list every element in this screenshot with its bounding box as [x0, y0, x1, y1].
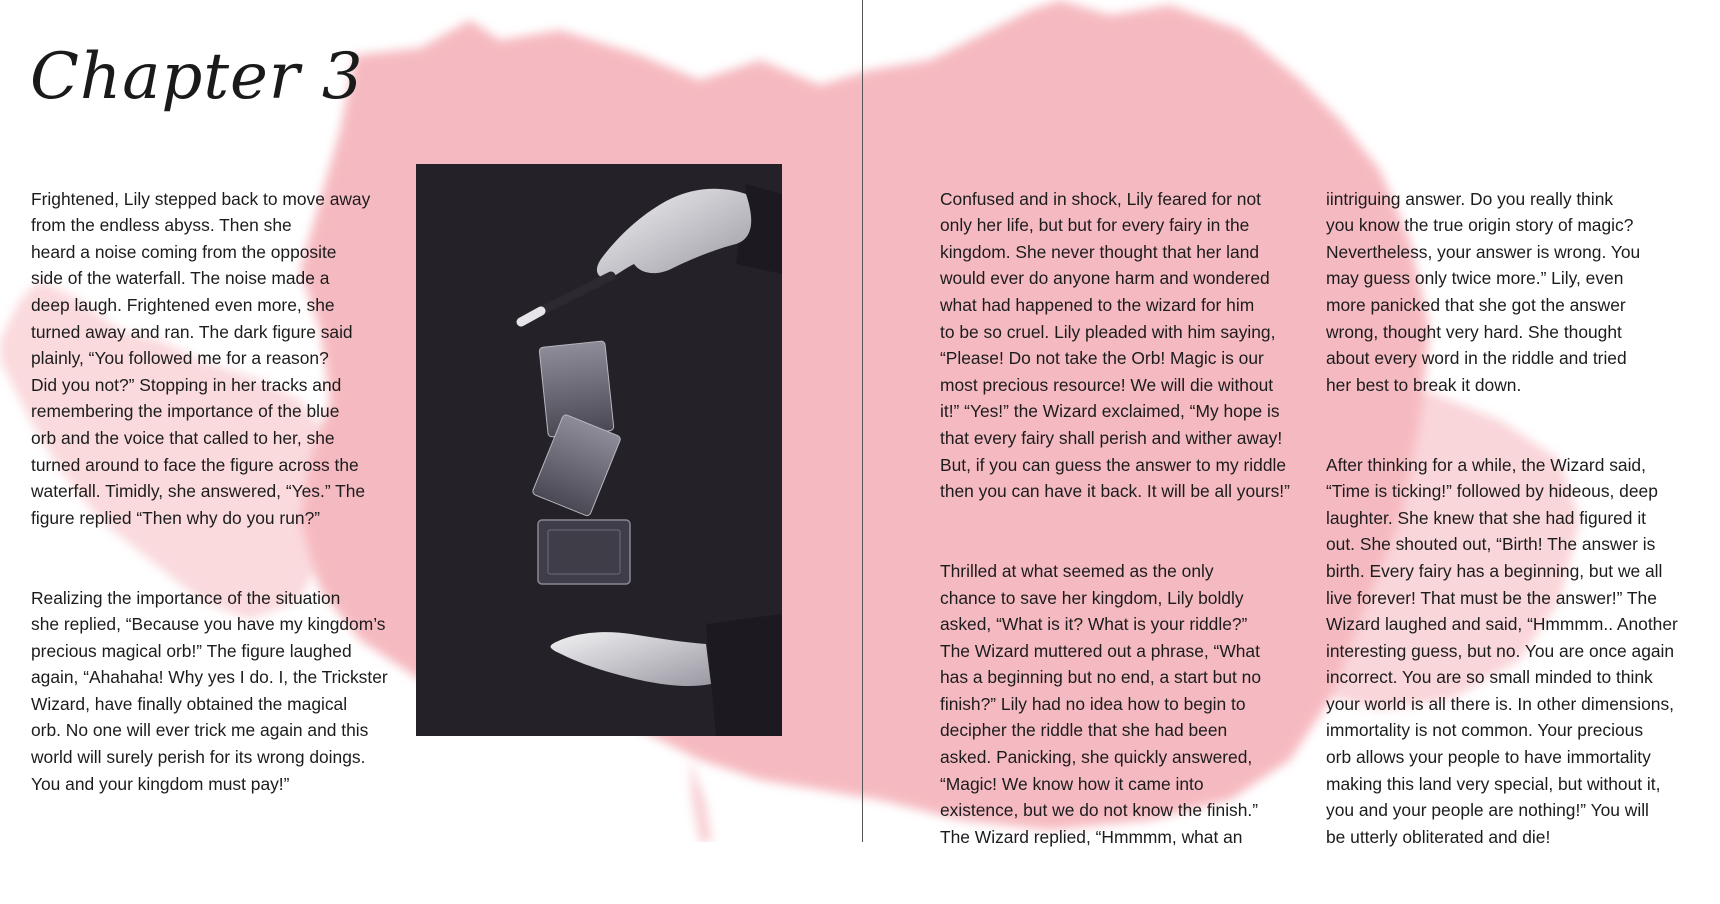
lower-sleeve-shape: [706, 614, 782, 736]
magician-cards-photo: [416, 164, 782, 736]
page-gutter-divider: [862, 0, 863, 842]
right-col2-paragraph-2: After thinking for a while, the Wizard said, “Time is ticking!” followed by hideous, deep laughter. She knew that she had figured it out. She shouted out, “Birth! The answer is birth. Every fairy has a beginning, but we all live forever! That must be the answer!” The Wizard laughed and said, “Hmmmm.. Another interesting guess, but no. You are once again incorrect. You are so small minded to think your world is all there is. In other dimensions, immortality is not common. Your precious orb allows your people to have immortality making this land very special, but without it, you and your people are nothing!” You will be utterly obliterated and die!: [1326, 454, 1678, 847]
chapter-title: Chapter 3: [30, 40, 364, 114]
magic-wand-shape: [521, 276, 611, 322]
right-col2-paragraph-1: iintriguing answer. Do you really think you know the true origin story of magic? Nevertheless, your answer is wrong. You may guess only twice more.” Lily, even more panicked that she got the answer wrong, thought very hard. She thought about every word in the riddle and tried her best to break it down.: [1326, 188, 1641, 395]
right-page-text-column-1: [940, 159, 1315, 904]
lower-gloved-hand-shape: [551, 632, 711, 686]
right-page-text-column-2: [1326, 159, 1696, 904]
floating-card-3: [538, 520, 630, 584]
upper-gloved-hand-shape: [597, 189, 751, 278]
right-col1-paragraph-2: Thrilled at what seemed as the only chance to save her kingdom, Lily boldly asked, “What is it? What is your riddle?” The Wizard muttered out a phrase, “What has a beginning but no end, a start but no finish?” Lily had no idea how to begin to decipher the riddle that she had been asked. Panicking, she quickly answered, “Magic! We know how it came into existence, but we do not know the finish.” The Wizard replied, “Hmmmm, what an: [940, 560, 1262, 847]
left-paragraph-1: Frightened, Lily stepped back to move away from the endless abyss. Then she heard a noise coming from the opposite side of the waterfall. The noise made a deep laugh. Frightened even more, she turned away and ran. The dark figure said plainly, “You followed me for a reason? Did you not?” Stopping in her tracks and remembering the importance of the blue orb and the voice that called to her, she turned around to face the figure across the waterfall. Timidly, she answered, “Yes.” The figure replied “Then why do you run?”: [31, 188, 371, 528]
left-paragraph-2: Realizing the importance of the situation she replied, “Because you have my kingdom’s precious magical orb!” The figure laughed again, “Ahahaha! Why yes I do. I, the Trickster Wizard, have finally obtained the magical orb. No one will ever trick me again and this world will surely perish for its wrong doings. You and your kingdom must pay!”: [31, 587, 388, 794]
right-col1-paragraph-1: Confused and in shock, Lily feared for not only her life, but but for every fairy in the kingdom. She never thought that her land would ever do anyone harm and wondered what had happened to the wizard for him to be so cruel. Lily pleaded with him saying, “Please! Do not take the Orb! Magic is our most precious resource! We will die without it!” “Yes!” the Wizard exclaimed, “My hope is that every fairy shall perish and wither away! But, if you can guess the answer to my riddle then you can have it back. It will be all yours!”: [940, 188, 1290, 502]
left-page-text-column: [31, 159, 401, 850]
